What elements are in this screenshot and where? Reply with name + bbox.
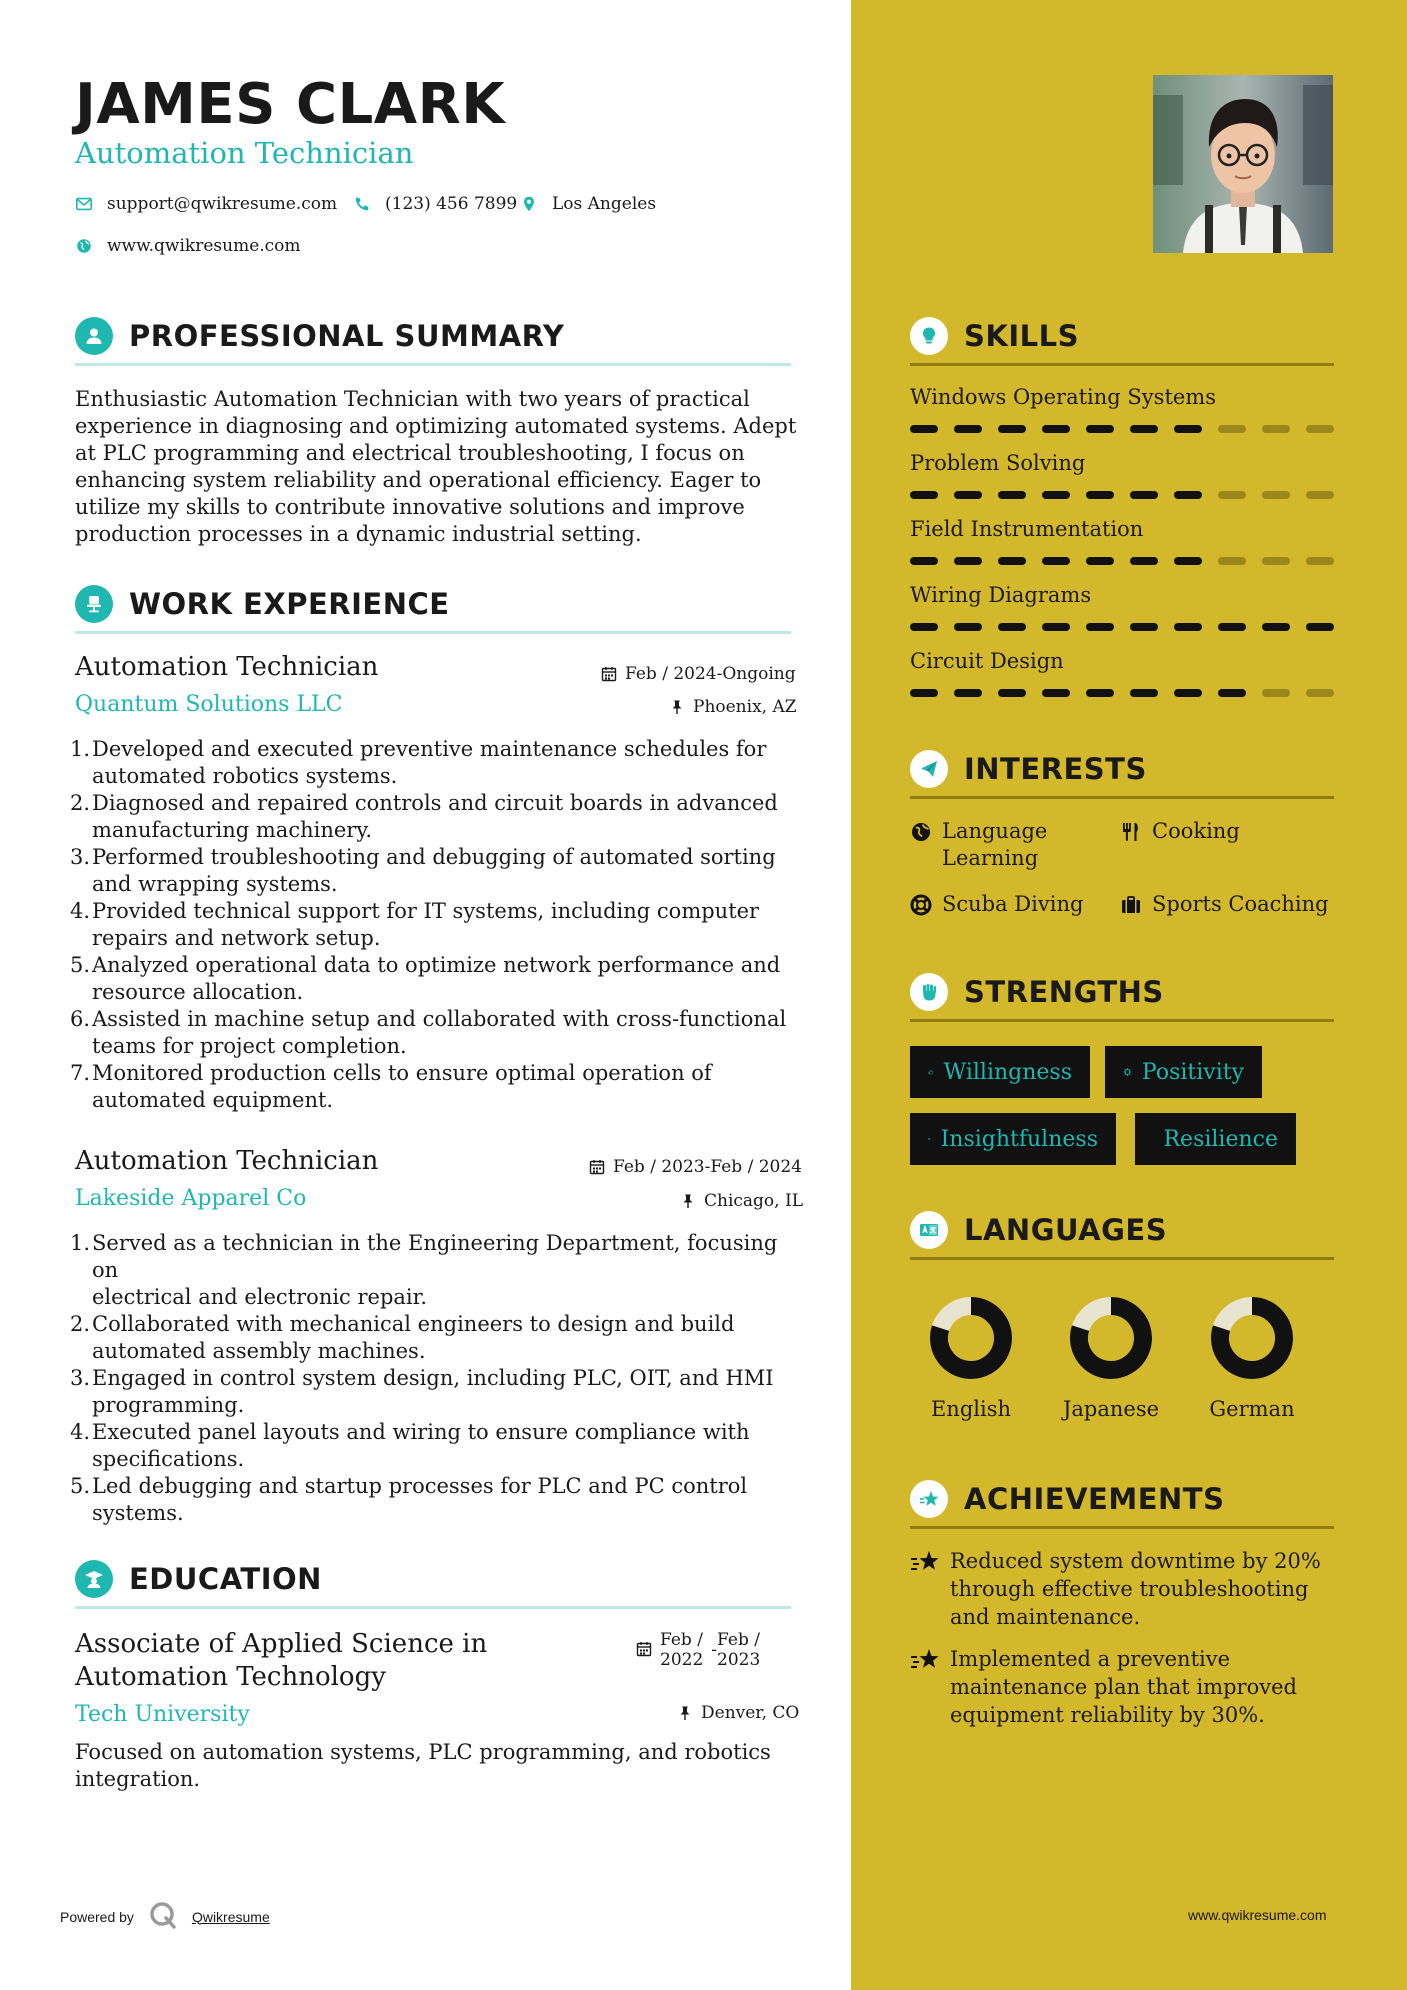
contact-website[interactable] [75,236,301,256]
star-icon [910,1647,940,1673]
profile-photo [1153,75,1333,253]
contact-location [520,194,656,214]
strength-badge: Insightfulness [910,1113,1116,1165]
strengths-divider [910,1019,1334,1022]
skill-level-segment [1218,623,1246,631]
achievements-heading [910,1480,1224,1518]
skill-level-segment [910,491,938,499]
education-location: Denver, CO [677,1703,799,1723]
skill-level-segment [1174,425,1202,433]
graduate-icon [75,1560,113,1598]
skill-level-segment [1130,689,1158,697]
job-duties [72,736,802,1114]
list-item: 4. Executed panel layouts and wiring to ensure compliance with specifications. [70,1420,750,1471]
skill-level-segment [1262,425,1290,433]
achievements-title: ACHIEVEMENTS [964,1482,1225,1516]
skill-level-segment [1086,425,1114,433]
interests-title: INTERESTS [964,752,1147,786]
pushpin-icon [677,1705,693,1721]
languages-divider [910,1257,1334,1260]
list-item: 3. Performed troubleshooting and debugging of automated sorting and wrapping systems. [70,845,776,896]
job-title: Automation Technician [75,1146,379,1176]
candidate-role: Automation Technician [75,136,414,170]
skill-level-segment [1042,689,1070,697]
skill-level-segment [1218,425,1246,433]
skill-level-segment [998,557,1026,565]
skill-level-segment [1130,491,1158,499]
website-text: www.qwikresume.com [107,236,301,256]
skill-level-segment [1306,689,1334,697]
skill-level-segment [1042,491,1070,499]
powered-by: Powered by Qwikresume [60,1900,270,1933]
lifebuoy-icon [910,894,932,916]
interest-item: Scuba Diving [910,891,1083,918]
fist-icon [910,973,948,1011]
skill-name: Circuit Design [910,649,1064,673]
achievement-item: Implemented a preventive maintenance plan that improved equipment reliability by 30%. [910,1645,1297,1729]
utensils-icon [1120,821,1142,843]
strength-badge: Willingness [910,1046,1090,1098]
skill-level-segment [1130,623,1158,631]
lightbulb-icon [910,317,948,355]
skill-level-segment [910,623,938,631]
company-name: Lakeside Apparel Co [75,1186,307,1211]
skill-level-segment [1262,689,1290,697]
skill-level-segment [954,557,982,565]
skill-level-segment [1130,425,1158,433]
strengths-heading [910,973,1164,1011]
translate-icon [910,1211,948,1249]
calendar-icon [601,666,617,682]
interest-item: Language Learning [910,818,1047,872]
location-text: Los Angeles [552,194,657,214]
experience-divider [75,631,791,634]
skill-level-segment [910,557,938,565]
skill-name: Field Instrumentation [910,517,1144,541]
skill-level-segment [1174,689,1202,697]
education-divider [75,1606,791,1609]
calendar-icon [589,1159,605,1175]
interest-item: Cooking [1120,818,1240,845]
interests-divider [910,796,1334,799]
briefcase-icon [1120,894,1142,916]
pushpin-icon [680,1193,696,1209]
list-item: 6. Assisted in machine setup and collaborated with cross-functional teams for project completion. [70,1007,787,1058]
job-location: Phoenix, AZ [669,697,797,717]
skill-level-segment [1306,557,1334,565]
languages-heading [910,1211,1167,1249]
strength-badge: Positivity [1105,1046,1262,1098]
job-location: Chicago, IL [680,1191,803,1211]
experience-heading [75,585,450,623]
skill-level-segment [954,689,982,697]
job-dates: Feb / 2024-Ongoing [601,664,796,684]
skill-level-segment [954,491,982,499]
summary-text: Enthusiastic Automation Technician with two years of practical experience in diagnosing and optimizing automated systems. Adept at PLC programming and electrical troubleshooting, I focus on enhancing system reliability and operational efficiency. Eager to utilize my skills to contribute innovative solutions and improve production processes in a dynamic industrial setting. [75,387,797,546]
skill-name: Windows Operating Systems [910,385,1216,409]
education-description: Focused on automation systems, PLC programming, and robotics integration. [75,1740,771,1791]
skill-level-segment [954,425,982,433]
globe-icon [910,821,932,843]
eye-icon [928,1128,931,1150]
strength-badge: Resilience [1135,1113,1296,1165]
skill-level-segment [1042,623,1070,631]
skill-level-segment [998,623,1026,631]
achievements-divider [910,1526,1334,1529]
skill-level-segment [1306,425,1334,433]
skill-name: Problem Solving [910,451,1086,475]
skill-level-segment [1130,557,1158,565]
list-item: 5. Analyzed operational data to optimize network performance and resource allocation. [70,953,781,1004]
phone-icon [353,195,371,213]
pushpin-icon [669,699,685,715]
contact-phone[interactable] [353,194,517,214]
degree-name: Associate of Applied Science in Automation Technology [75,1629,488,1692]
list-item: 4. Provided technical support for IT systems, including computer repairs and network setup. [70,899,760,950]
email-text: support@qwikresume.com [107,194,338,214]
skill-level-bar [910,425,1334,433]
skill-level-bar [910,557,1334,565]
thumbs-up-icon [928,1061,934,1083]
skill-level-segment [1218,491,1246,499]
skills-title: SKILLS [964,319,1079,353]
gear-icon [1123,1061,1132,1083]
qwikresume-link[interactable]: Qwikresume [191,1908,270,1925]
skill-level-segment [1174,623,1202,631]
skill-level-segment [910,425,938,433]
skill-name: Wiring Diagrams [910,583,1092,607]
skill-level-segment [954,623,982,631]
list-item: 2. Collaborated with mechanical engineers to design and build automated assembly machines. [70,1312,735,1363]
language-level-ring [1069,1296,1153,1380]
skill-level-segment [910,689,938,697]
education-heading [75,1560,322,1598]
phone-text: (123) 456 7899 [385,194,518,214]
skill-level-segment [1306,623,1334,631]
user-icon [75,317,113,355]
skill-level-segment [1086,623,1114,631]
skill-level-segment [1262,491,1290,499]
summary-heading [75,317,564,355]
skill-level-segment [998,425,1026,433]
map-pin-icon [520,195,538,213]
list-item: 1. Developed and executed preventive maintenance schedules for automated robotics systems. [70,737,767,788]
skill-level-bar [910,623,1334,631]
language-level-ring [929,1296,1013,1380]
paper-plane-icon [910,750,948,788]
skills-divider [910,363,1334,366]
school-name: Tech University [75,1702,250,1727]
skill-level-segment [998,491,1026,499]
skill-level-segment [1218,557,1246,565]
language-name: Japanese [1062,1397,1160,1421]
interest-item: Sports Coaching [1120,891,1329,918]
summary-title: PROFESSIONAL SUMMARY [129,319,565,353]
skill-level-segment [1174,557,1202,565]
skill-level-segment [1042,425,1070,433]
skill-level-segment [1306,491,1334,499]
calendar-icon [636,1641,652,1657]
candidate-name: JAMES CLARK [75,72,506,137]
strengths-title: STRENGTHS [964,975,1164,1009]
skill-level-segment [1042,557,1070,565]
globe-icon [75,237,93,255]
languages-title: LANGUAGES [964,1213,1168,1247]
job-dates: Feb / 2023-Feb / 2024 [589,1157,802,1177]
skill-level-bar [910,689,1334,697]
list-item: 5. Led debugging and startup processes for PLC and PC control systems. [70,1474,748,1525]
skill-level-segment [998,689,1026,697]
skill-level-segment [1262,623,1290,631]
job-title: Automation Technician [75,652,379,682]
experience-title: WORK EXPERIENCE [129,587,450,621]
list-item: 2. Diagnosed and repaired controls and circuit boards in advanced manufacturing machinery. [70,791,778,842]
skill-level-segment [1086,689,1114,697]
interests-heading [910,750,1147,788]
star-icon [910,1480,948,1518]
achievement-item: Reduced system downtime by 20% through effective troubleshooting and maintenance. [910,1547,1321,1631]
language-name: German [1209,1397,1295,1421]
skill-level-segment [1218,689,1246,697]
education-dates: Feb / 2022 - Feb / 2023 [636,1630,760,1670]
skill-level-segment [1174,491,1202,499]
skills-heading [910,317,1079,355]
skill-level-segment [1086,557,1114,565]
company-name: Quantum Solutions LLC [75,692,343,717]
skill-level-bar [910,491,1334,499]
office-chair-icon [75,585,113,623]
language-level-ring [1210,1296,1294,1380]
job-duties [72,1230,802,1527]
skill-level-segment [1262,557,1290,565]
education-title: EDUCATION [129,1562,322,1596]
star-icon [910,1549,940,1575]
contact-email[interactable] [75,194,337,214]
qwikresume-logo-icon [148,1900,178,1933]
footer-website[interactable]: www.qwikresume.com [1188,1907,1327,1923]
envelope-icon [75,195,93,213]
summary-divider [75,363,791,366]
list-item: 1. Served as a technician in the Engineering Department, focusing on electrical and electronic repair. [70,1231,778,1309]
list-item: 7. Monitored production cells to ensure optimal operation of automated equipment. [70,1061,712,1112]
language-name: English [930,1397,1012,1421]
skill-level-segment [1086,491,1114,499]
list-item: 3. Engaged in control system design, including PLC, OIT, and HMI programming. [70,1366,774,1417]
